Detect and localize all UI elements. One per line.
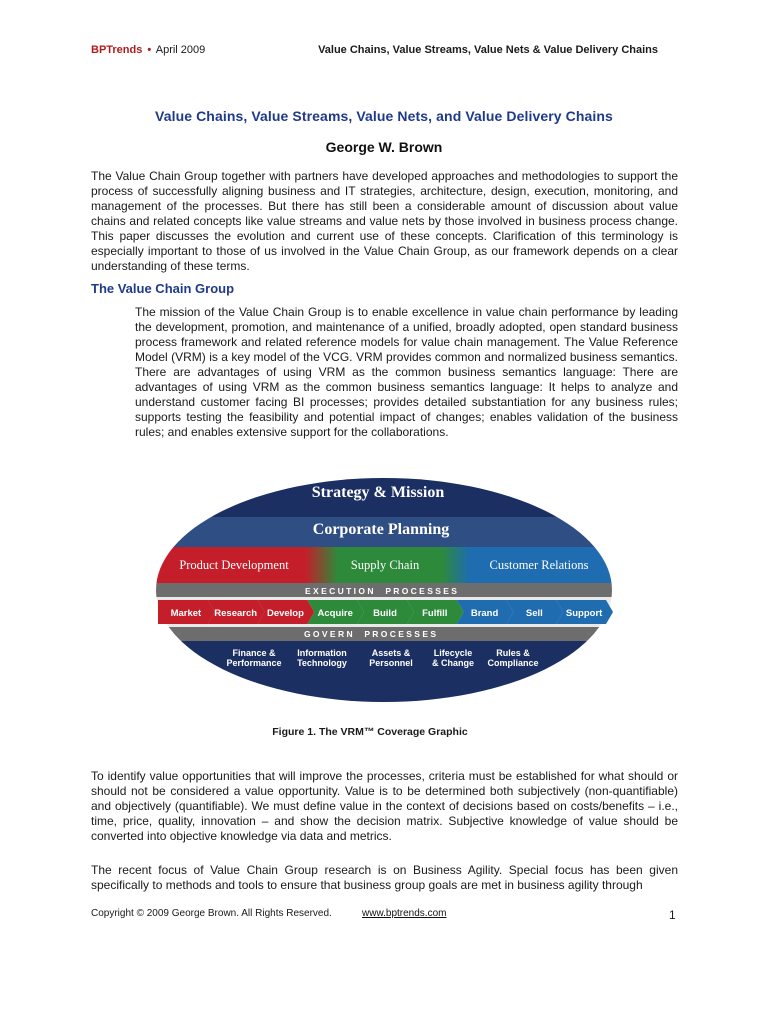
running-title: Value Chains, Value Streams, Value Nets & Value Delivery Chains [318, 44, 658, 56]
govern-item-0-line-0: Finance & [232, 648, 276, 658]
chain-label-develop: Develop [266, 608, 304, 619]
mission-paragraph: The mission of the Value Chain Group is to enable excellence in value chain performance by leading the development, promotion, and maintenance of a unified, broadly adopted, open standard business process framework and related reference models for value chain management. The Value Reference Model (VRM) is a key model of the VCG. VRM provides common and normalized business semantics. There are advantages of using VRM as the common business semantics language: There are advantages of using VRM as the common business semantics language: It helps to analyze and understand customer facing BI processes; provides detailed substantiation for any business rules; supports testing the feasibility and potential impact of changes; enables validation of the business rules; and enables extensive support for the collaborations. [135, 305, 678, 439]
planning-label: Corporate Planning [312, 521, 450, 538]
chain-label-build: Build [373, 608, 397, 619]
value-chain-arrows [158, 600, 613, 624]
strategy-label: Strategy & Mission [311, 484, 445, 501]
govern-processes-label: G O V E R N P R O C E S S E S [303, 629, 437, 639]
product-development-label: Product Development [179, 558, 289, 572]
govern-item-0-line-1: Performance [226, 658, 282, 668]
vrm-coverage-graphic [0, 465, 768, 725]
brand-name: BPTrends [91, 44, 143, 56]
business-agility-paragraph: The recent focus of Value Chain Group research is on Business Agility. Special focus has been given specifically to methods and tools to ensure that business group goals are met in business agility through [91, 863, 678, 892]
govern-item-4-line-1: Compliance [487, 658, 539, 668]
issue-date: April 2009 [155, 44, 206, 56]
value-opportunity-paragraph: To identify value opportunities that will improve the processes, criteria must be established for what should or should not be considered a value opportunity. Value is to be determined both subjectively (non-quantifiable) and objectively (quantifiable). We must define value in the context of decisions based on costs/benefits – i.e., time, price, quality, innovation – and show the decision matrix. Subjective knowledge of value should be converted into objective knowledge via data and metrics. [91, 769, 678, 843]
author-name: George W. Brown [325, 139, 443, 155]
chain-label-sell: Sell [525, 608, 543, 619]
copyright-notice: Copyright © 2009 George Brown. All Rights Reserved. [91, 908, 332, 919]
govern-item-4-line-0: Rules & [496, 648, 530, 658]
header-brand-date [91, 44, 205, 56]
govern-item-3-line-0: Lifecycle [433, 648, 473, 658]
govern-item-1-line-0: Information [297, 648, 347, 658]
govern-item-2-line-0: Assets & [371, 648, 411, 658]
section-heading: The Value Chain Group [91, 281, 235, 296]
page-number: 1 [669, 908, 676, 922]
chain-label-fulfill: Fulfill [422, 608, 448, 619]
govern-item-3-line-1: & Change [431, 658, 475, 668]
chain-label-research: Research [214, 608, 258, 619]
header-bullet: • [147, 44, 152, 56]
customer-relations-label: Customer Relations [489, 558, 589, 572]
execution-processes-label: E X E C U T I O N P R O C E S S E S [305, 586, 457, 596]
chain-label-acquire: Acquire [317, 608, 353, 619]
chain-label-brand: Brand [470, 608, 499, 619]
bptrends-link[interactable]: www.bptrends.com [362, 908, 447, 919]
figure-caption: Figure 1. The VRM™ Coverage Graphic [272, 726, 468, 738]
chain-label-market: Market [170, 608, 202, 619]
govern-item-1-line-1: Technology [297, 658, 347, 668]
chain-label-support: Support [565, 608, 603, 619]
govern-item-2-line-1: Personnel [369, 658, 413, 668]
intro-paragraph: The Value Chain Group together with partners have developed approaches and methodologies to support the process of successfully aligning business and IT strategies, architecture, design, execution, monitoring, and management of the processes. But there has still been a considerable amount of discussion about value chains and related concepts like value streams and value nets by those involved in business process change. This paper discusses the evolution and current use of these concepts. Clarification of this terminology is especially important to those of us involved in the Value Chain Group, as our framework depends on a clear understanding of these terms. [91, 169, 678, 273]
article-title: Value Chains, Value Streams, Value Nets, and Value Delivery Chains [155, 108, 613, 124]
supply-chain-label: Supply Chain [350, 558, 420, 572]
